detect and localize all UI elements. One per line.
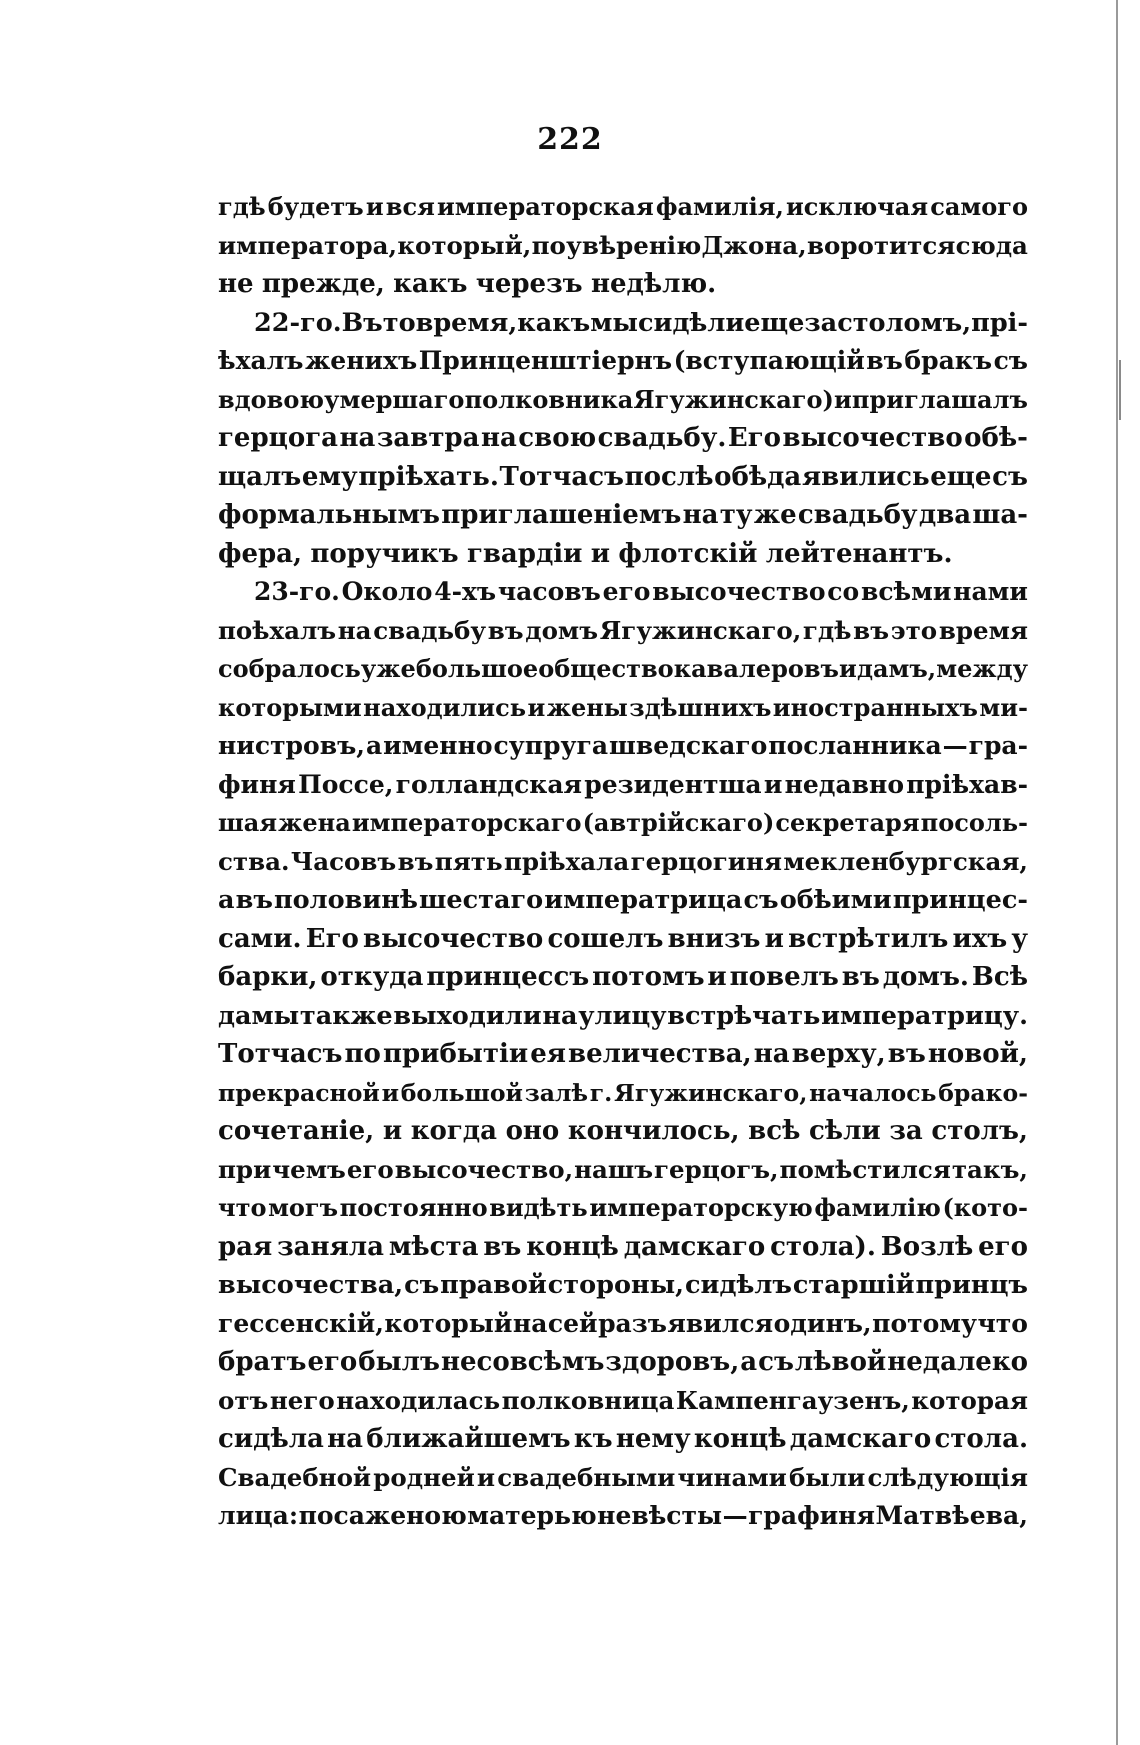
- text-line: императора, который, по увѣренію Джона, воротится сюда: [218, 230, 1028, 260]
- text-line: фера, поручикъ гвардіи и флотскій лейтенантъ.: [218, 538, 953, 569]
- text-line: а въ половинѣ шестаго императрица съ обѣими принцес-: [218, 885, 1028, 915]
- text-line: герцога на завтра на свою свадьбу. Его высочество обѣ-: [218, 423, 1028, 453]
- text-line: при чемъ его высочество, нашъ герцогъ, помѣстился такъ,: [218, 1154, 1028, 1184]
- text-line: дамы также выходили на улицу встрѣчать императрицу.: [218, 1000, 1028, 1031]
- text-line: Тотчасъ по прибытіи ея величества, на верху, въ новой,: [218, 1039, 1028, 1069]
- text-line: ѣхалъ женихъ Принценштіернъ (вступающій въ бракъ съ: [218, 346, 1028, 375]
- text-line: Свадебной родней и свадебными чинами были слѣдующія: [218, 1462, 1028, 1492]
- text-line: 23-го. Около 4-хъ часовъ его высочество со всѣми нами: [254, 577, 1028, 606]
- text-line: барки, откуда принцессъ потомъ и повелъ въ домъ. Всѣ: [218, 962, 1028, 992]
- body-text: [218, 188, 1028, 1536]
- text-line: что могъ постоянно видѣть императорскую фамилію (кото-: [218, 1193, 1028, 1222]
- text-line: поѣхалъ на свадьбу въ домъ Ягужинскаго, гдѣ въ это время: [218, 615, 1028, 645]
- text-line: 22-го. Въ то время, какъ мы сидѣли еще за столомъ, прі-: [254, 307, 1028, 338]
- text-line: которыми находились и жены здѣшнихъ иностранныхъ ми-: [218, 692, 1028, 722]
- text-line: братъ его былъ несовсѣмъ здоровъ, а съ лѣвой недалеко: [218, 1347, 1028, 1377]
- text-line: отъ него находилась полковница Кампенгаузенъ, которая: [218, 1385, 1028, 1415]
- text-line: нистровъ, а именно супруга шведскаго посланника — гра-: [218, 731, 1028, 760]
- text-line: шая жена императорскаго (автрійскаго) секретаря посоль-: [218, 808, 1028, 837]
- text-line: гдѣ будетъ и вся императорская фамилія, исключая самого: [218, 192, 1028, 221]
- text-line: сами. Его высочество сошелъ внизъ и встрѣтилъ ихъ у: [218, 923, 1028, 954]
- text-line: ства. Часовъ въ пять пріѣхала герцогиня мекленбургская,: [218, 846, 1028, 876]
- text-line: финя Поссе, голландская резидентша и недавно пріѣхав-: [218, 769, 1028, 799]
- page-edge-line: [1116, 0, 1118, 1745]
- text-line: сидѣла на ближайшемъ къ нему концѣ дамскаго стола.: [218, 1424, 1028, 1454]
- page-number: 222: [537, 122, 603, 157]
- page-edge-mark: [1119, 360, 1121, 420]
- text-line: сочетаніе, и когда оно кончилось, всѣ сѣли за столъ,: [218, 1116, 1028, 1146]
- text-line: щалъ ему пріѣхать. Тотчасъ послѣ обѣда явились еще съ: [218, 461, 1028, 492]
- text-line: рая заняла мѣста въ концѣ дамскаго стола). Возлѣ его: [218, 1231, 1028, 1262]
- text-line: гессенскій, который на сей разъ явился одинъ, потому что: [218, 1308, 1028, 1338]
- text-line: высочества, съ правой стороны, сидѣлъ старшій принцъ: [218, 1270, 1028, 1300]
- text-line: не прежде, какъ черезъ недѣлю.: [218, 269, 717, 299]
- text-line: вдовою умершаго полковника Ягужинскаго) и приглашалъ: [218, 384, 1028, 414]
- text-line: собралось уже большое общество кавалеровъ и дамъ, между: [218, 654, 1028, 683]
- text-line: формальнымъ приглашеніемъ на ту же свадьбу два ша-: [218, 500, 1028, 530]
- text-line: лица: посаженою матерью невѣсты — графиня Матвѣева,: [218, 1501, 1028, 1530]
- text-line: прекрасной и большой залѣ г. Ягужинскаго, началось брако-: [218, 1078, 1028, 1107]
